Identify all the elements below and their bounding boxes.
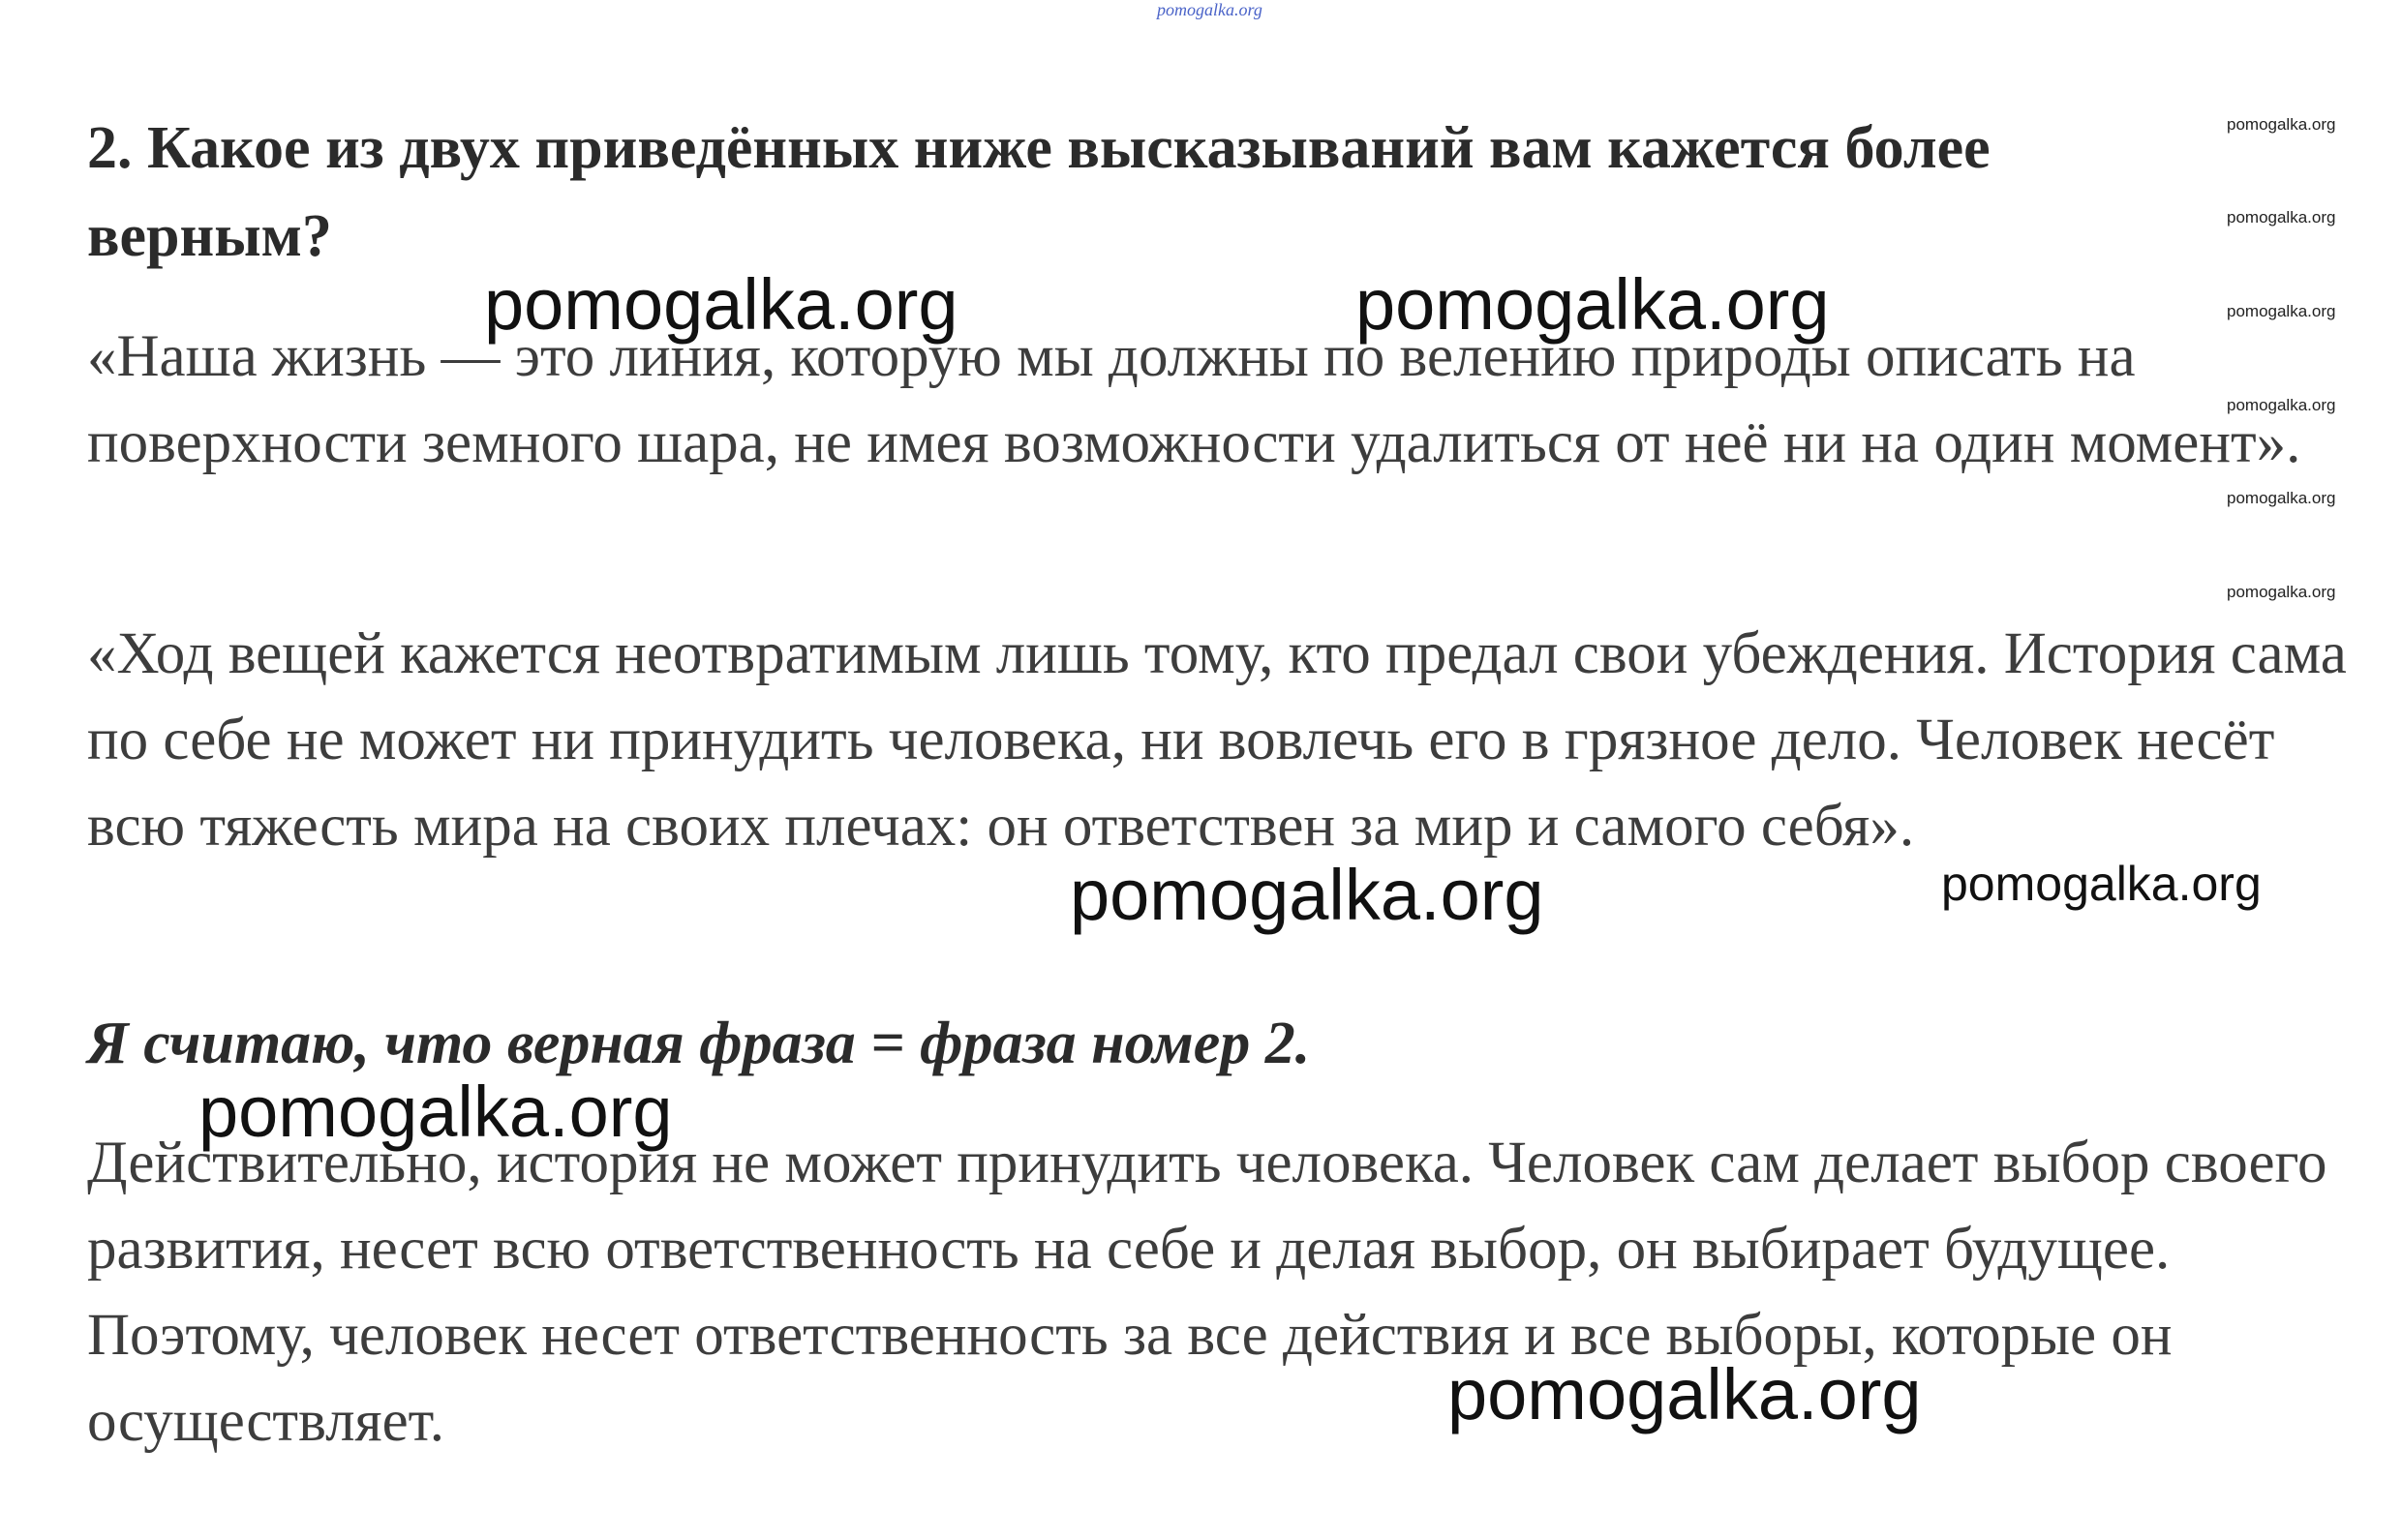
watermark-large: pomogalka.org	[1355, 264, 1830, 345]
watermark-large: pomogalka.org	[198, 1072, 673, 1152]
answer-statement: Я считаю, что верная фраза = фраза номер 2.	[87, 1011, 1311, 1076]
watermark-small: pomogalka.org	[2227, 489, 2336, 507]
top-watermark: pomogalka.org	[1157, 0, 1262, 19]
watermark-small: pomogalka.org	[2227, 115, 2336, 134]
watermark-small: pomogalka.org	[2227, 396, 2336, 414]
watermark-large: pomogalka.org	[484, 264, 958, 345]
watermark-small: pomogalka.org	[2227, 302, 2336, 320]
watermark-small: pomogalka.org	[2227, 208, 2336, 226]
quote-2: «Ход вещей кажется неотвратимым лишь тому, кто предал свои убеждения. История сама по себе не может ни принудить человека, ни вовлечь его в грязное дело. Человек несёт всю тяжесть мира на своих плечах: он ответствен за мир и самого себя».	[87, 621, 2347, 859]
quote-1: «Наша жизнь — это линия, которую мы должны по велению природы описать на поверхности земного шара, не имея возможности удалиться от неё ни на один момент».	[87, 324, 2301, 475]
watermark-medium: pomogalka.org	[1941, 857, 2262, 911]
question-heading: 2. Какое из двух приведённых ниже высказываний вам кажется более верным?	[87, 115, 1991, 269]
watermark-large: pomogalka.org	[1070, 855, 1544, 935]
explanation-paragraph: Действительно, история не может принудить человека. Человек сам делает выбор своего развития, несет всю ответственность на себе и делая выбор, он выбирает будущее. Поэтому, человек несет ответственность за все действия и все выборы, которые он осуществляет.	[87, 1131, 2327, 1454]
watermark-small: pomogalka.org	[2227, 583, 2336, 601]
watermark-large: pomogalka.org	[1447, 1354, 1922, 1434]
